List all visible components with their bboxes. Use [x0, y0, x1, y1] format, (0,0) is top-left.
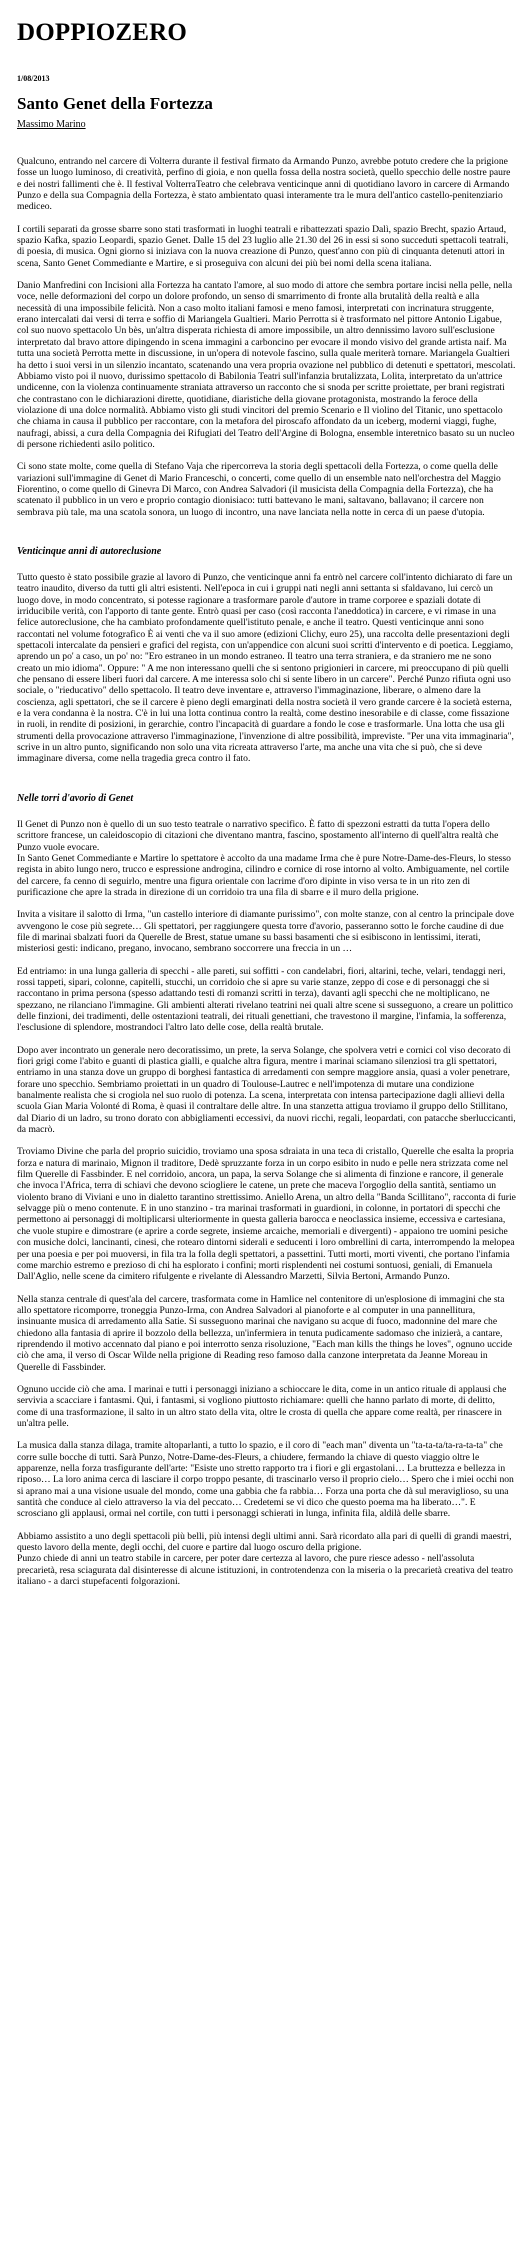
- section-paragraph: Ognuno uccide ciò che ama. I marinai e tutti i personaggi iniziano a schioccare le dita, come in un antico rituale di applausi che servivia a scacciare i fantasmi. Qui, i fantasmi, si vogliono piuttosto richiamare: quelli che hanno parlato di morte, di delitto, come di una trasformazione, il salto in un altro stato della vita, oltre le crosta di quella che appare come realtà, per rinascere in un'altra pelle.: [17, 1383, 507, 1429]
- section-paragraph: Invita a visitare il salotto di Irma, "un castello interiore di diamante purissimo", con molte stanze, con al centro la principale dove avvengono le cose più segrete… Gli spettatori, per raggiungere questa torre d'avorio, passeranno sotto le forche caudine di due file di marinai sbalzati fuori da Querelle de Brest, statue umane su bassi basamenti che si esibiscono in lentissimi, iterati, misteriosi gesti: indicano, pregano, invocano, sembrano soccorrere una freccia in un …: [17, 909, 514, 955]
- intro-paragraph: I cortili separati da grosse sbarre sono stati trasformati in luoghi teatrali e ribattezzati spazio Dalì, spazio Brecht, spazio Artaud, spazio Kafka, spazio Leopardi, spazio Genet. Dalle 15 del 23 luglio alle 21.30 del 26 in essi si sono succeduti spettacoli teatrali, di poesia, di musica. Ogni giorno si iniziava con la nuova creazione di Punzo, quest'anno con più di cinquanta detenuti attori in scena, Santo Genet Commediante e Martire, e si proseguiva con alcuni dei più bei nomi della scena italiana.: [17, 223, 509, 269]
- article-body: [17, 156, 516, 1587]
- section-paragraph: Nella stanza centrale di quest'ala del carcere, trasformata come in Hamlice nel contenitore di un'esplosione di immagini che sta allo spettatore ricomporre, troneggia Punzo-Irma, con Andrea Salvadori al pianoforte e al computer in una pannellitura, insinuante musica di arredamento alla Satie. Si susseguono marinai che navigano su acque di fuoco, madonnine del mare che chiedono alla fantasia di aprire il bozzolo della bellezza, un'infermiera in tenuta pudicamente sadomaso che inizierà, a cantare, riprendendo il motivo accennato dal piano e poi interrotto senza risoluzione, "Each man kills the things he loves", ognuno uccide ciò che ama, il verso di Oscar Wilde nella prigione di Reading reso famoso dalla canzone interpretata da Jeanne Moreau in Querelle di Fassbinder.: [17, 1293, 513, 1373]
- section-paragraph: Il Genet di Punzo non è quello di un suo testo teatrale o narrativo specifico. È fatto di spezzoni estratti da tutta l'opera dello scrittore francese, un caleidoscopio di citazioni che diventano mantra, fascino, spostamento all'interno di quell'altra realtà che Punzo vuole evocare. In Santo Genet Commediante e Martire lo spettatore è accolto da una madame Irma che è pure Notre-Dame-des-Fleurs, lo stesso regista in abito lungo nero, trucco e espressione androgina, cilindro e cornice di rose intorno al volto. Ambiguamente, nel cortile del carcere, fa cenno di seguirlo, mentre una figura orientale con lacrime d'oro dipinte in viso versa te in un rito zen di purificazione che apre la strada in direzione di un corridoio tra una fila di sbarre e il muro della prigione.: [17, 818, 511, 898]
- section-paragraph: La musica dalla stanza dilaga, tramite altoparlanti, a tutto lo spazio, e il coro di "each man" diventa un "ta-ta-ta/ta-ra-ta-ta" che corre sulle bocche di tutti. Sarà Punzo, Notre-Dame-des-Fleurs, a chiudere, fermando la chiave di questo viaggio oltre le apparenze, nella forza trasfigurante dell'arte: "Esiste uno stretto rapporto tra i fiori e gli ergastolani… La bruttezza e bellezza in riposo… La loro anima cerca di lasciare il corpo troppo pesante, di trascinarlo verso il proprio cielo… Spero che i miei occhi non si aprano mai a una visione usuale del mondo, come una gabbia che fa rabbia… Forza una porta che dà sul meraviglioso, su una santità che conduce al cielo attraverso la via del peccato… Credetemi se vi dico che questo poema ma ha liberato…". E scrosciano gli applausi, ormai nel cortile, con tutti i personaggi schierati in lunga, infinita fila, aldilà delle sbarre.: [17, 1440, 514, 1520]
- intro-paragraph: Ci sono state molte, come quella di Stefano Vaja che ripercorreva la storia degli spettacoli della Fortezza, o come quella delle variazioni sull'immagine di Genet di Mario Franceschi, o concerti, come quello di un ensemble nato nell'orchestra del Maggio Fiorentino, o come quello di Ginevra Di Marco, con Andrea Salvadori (il musicista della Compagnia della Fortezza), che ha scatenato il pubblico in un vero e proprio contagio dionisiaco: tutti battevano le mani, saltavano, ballavano; il carcere non sembrava più tale, ma una scatola sonora, un luogo di incontro, una nave lanciata nella notte in cerca di un paese d'utopia.: [17, 461, 501, 518]
- site-title[interactable]: DOPPIOZERO: [17, 19, 188, 46]
- section-paragraph: Tutto questo è stato possibile grazie al lavoro di Punzo, che venticinque anni fa entrò nel carcere coll'intento dichiarato di fare un teatro inaudito, diverso da tutti gli altri esistenti. Nell'epoca in cui i gruppi nati negli anni settanta si sfaldavano, lui cercò un luogo dove, in modo concentrato, si potesse ragionare a trasformare parole d'autore in trame corporee e spaziali dotate di irriducibile verità, con l'apporto di tante gente. Entrò quasi per caso (così racconta l'aneddotica) in carcere, e vi rimase in una felice autoreclusione, che ha cambiato profondamente quell'istituto penale, e anche il teatro. Questi venticinque anni sono raccontati nel volume fotografico È ai venti che va il suo amore (edizioni Clichy, euro 25), una raccolta delle presentazioni degli spettacoli intercalate da pensieri e grafici del regista, con un'appendice con alcuni suoi scritti d'intervento e di poetica. Leggiamo, aprendo un po' a caso, un po' no: "Ero estraneo in un mondo estraneo. Il teatro una terra straniera, e da straniero me ne sono creato un mio idioma". Oppure: " A me non interessano quelli che si sentono prigionieri in carcere, mi preoccupano di più quelli che pensano di essere liberi fuori dal carcere. A me interessa solo chi si sente libero in un carcere". Perché Punzo rifiuta ogni uso sociale, o "rieducativo" dello spettacolo. Il teatro deve inventare e, attraverso l'immaginazione, liberare, o almeno dare la coscienza, agli spettatori, che se il carcere è pieno degli emarginati della nostra società il vero grande carcere è la società esterna, e la vera condanna è la nostra. C'è in lui una lotta continua contro la realtà, come destino inesorabile e di classe, come fissazione in ruoli, in rendite di posizioni, in gerarchie, contro l'incapacità di guardare a fondo le cose e trasformarle. Una lotta che usa gli strumenti della provocazione attraverso l'immaginazione, l'invenzione di altre possibilità, impreviste. "Per una vita immaginaria", scrive in un altro punto, significando non solo una vita ricreata attraverso l'arte, ma anche una vita che si può, che si deve immaginare diversa, come nella tragedia greca contro il fato.: [17, 571, 514, 765]
- article-title: Santo Genet della Fortezza: [17, 94, 213, 113]
- author-link[interactable]: Massimo Marino: [17, 119, 86, 130]
- section-paragraph: Troviamo Divine che parla del proprio suicidio, troviamo una sposa sdraiata in una teca di cristallo, Querelle che esalta la propria forza e natura di marinaio, Mignon il traditore, Dedè spruzzante forza in un corpo esibito in nudo e pelle nera strizzata come nel film Querelle di Fassbinder. E nel corridoio, ancora, un papa, la serva Solange che si alimenta di finzione e rancore, il generale che invoca l'Africa, terra di schiavi che devono sciogliere le catene, un prete che maceva l'orgoglio della santità, sentiamo un violento brano di Viviani e uno in dialetto tarantino strettissimo. Aniello Arena, un altro della "Banda Scillitano", racconta di furie selvagge più o meno contenute. E in uno stanzino - tra marinai trasformati in guardioni, in colonne, in portatori di specchi che permettono ai personaggi di moltiplicarsi ulteriormente in questa galleria barocca e neoclassica insieme, eccessiva e cartesiana, che vuole stupire e dimostrare (e aprire a corde segrete, insieme arcaiche, memoriali e divergenti) - appaiono tre uomini pesiche con musiche dolci, lancinanti, cinesi, che rotearo dintorni siderali e seducenti i loro ombrellini di carta, interrompendo la melopea per una poesia e per poi muoversi, in fila tra la folla degli spettatori, a passettini. Tutti morti, morti viventi, che portano l'infamia come marchio estremo e prezioso di chi ha esplorato i confini; morti risplendenti nei costumi sontuosi, geniali, di Emanuela Dall'Aglio, nelle scene da cimitero rifulgente e rivelante di Alessandro Marzetti, Silvia Bertoni, Armando Punzo.: [17, 1146, 516, 1283]
- intro-paragraph: Qualcuno, entrando nel carcere di Volterra durante il festival firmato da Armando Punzo, avrebbe potuto credere che la prigione fosse un luogo luminoso, di creatività, perfino di gioia, e non quella fossa della nostra società, quello specchio delle nostre paure e dei nostri fallimenti che è. Il festival VolterraTeatro che celebrava venticinque anni di quotidiano lavoro in carcere di Armando Punzo e della sua Compagnia della Fortezza, è stato ambientato quasi interamente tra le mura dell'antico castello-penitenziario mediceo.: [17, 156, 511, 213]
- section-paragraph: Ed entriamo: in una lunga galleria di specchi - alle pareti, sui soffitti - con candelabri, fiori, altarini, teche, velari, tendaggi neri, rossi tappeti, sipari, colonne, capitelli, stucchi, un corridoio che si apre su varie stanze, zeppo di cose e di personaggi che si raccontano in prima persona (spesso adattando testi di romanzi scritti in terza), davanti agli specchi che ne moltiplicano, ne spezzano, ne rilanciano l'immagine. Gli ambienti alterati rivelano teatrini nei quali altre scene si susseguono, a creare un polittico delle finzioni, dei tradimenti, delle ostentazioni teatrali, dei rituali genettiani, che travestono il margine, l'infamia, la sofferenza, l'esclusione di splendore, mostrandoci l'altro lato delle cose, della realtà brutale.: [17, 965, 513, 1034]
- article-date: 1/08/2013: [17, 74, 50, 83]
- section-heading: Nelle torri d'avorio di Genet: [17, 792, 134, 804]
- intro-paragraph: Danio Manfredini con Incisioni alla Fortezza ha cantato l'amore, al suo modo di attore che sembra portare incisi nella pelle, nella voce, nelle deformazioni del corpo un dolore profondo, un senso di smarrimento di fronte alla brutalità della realtà e alla necessità di una impossibile felicità. Non a caso molto italiani famosi e meno famosi, interpretati con incrinatura struggente, erano intercalati dai versi di terra e soffio di Mariangela Gualtieri. Mario Perrotta si è trasformato nel pittore Antonio Ligabue, col suo nuovo spettacolo Un bès, un'altra disperata richiesta di amore impossibile, un altro dennissimo lavoro sull'esclusione interpretato dal bravo attore dipingendo in scena immagini a carboncino per evocare il mondo visivo del grande artista naif. Ma tutta una società Perrotta mette in discussione, in un'opera di notevole fascino, sulla quale meriterà tornare. Mariangela Gualtieri ha detto i suoi versi in un silenzio incantato, scatenando una vera propria ovazione nel pubblico di detenuti e spettatori, mescolati. Abbiamo visto poi il nuovo, durissimo spettacolo di Babilonia Teatri sull'infanzia brutalizzata, Lolita, interpretato da un'attrice undicenne, con la violenza continuamente straniata attraverso un racconto che si snoda per scritte proiettate, per brani registrati che contrastano con le dichiarazioni dirette, quotidiane, diaristiche della giovane protagonista, mostrando la feroce della violazione di una dolce normalità. Abbiamo visto gli studi vincitori del premio Scenario e Il violino del Titanic, uno spettacolo che chiama in causa il pubblico per raccontare, con la metafora del piroscafo affondato da un iceberg, moderni viaggi, fughe, naufragi, abissi, a cura della Compagnia dei Rifugiati del Teatro dell'Argine di Bologna, ensemble interetnico basato su un nucleo di persone richiedenti asilo politico.: [17, 280, 516, 450]
- section-heading: Venticinque anni di autoreclusione: [17, 545, 162, 557]
- section-paragraph: Abbiamo assistito a uno degli spettacoli più belli, più intensi degli ultimi anni. Sarà ricordato alla pari di quelli di grandi maestri, questo lavoro della mente, degli occhi, del cuore e partire dal luogo oscuro della prigione. Punzo chiede di anni un teatro stabile in carcere, per poter dare certezza al lavoro, che pure riesce adesso - nell'assoluta precarietà, resa sciagurata dal disinteresse di alcune istituzioni, in controtendenza con la miseria o la precarietà creativa del teatro italiano - a darci stupefacenti folgorazioni.: [17, 1530, 513, 1588]
- section-paragraph: Dopo aver incontrato un generale nero decoratissimo, un prete, la serva Solange, che spolvera vetri e cornici col viso decorato di fiori grigi come l'abito e guanti di plastica gialli, e qualche altra figura, mentre i marinai sciamano silenziosi tra gli spettatori, entriamo in una stanza dove un gruppo di borghesi fantastica di arredamenti con sempre maggiore ansia, quasi a voler penetrare, forare uno specchio. Sembriamo proiettati in un quadro di Toulouse-Lautrec e nell'impotenza di mutare una condizione banalmente realista che si crogiola nel suo ruolo di potenza. La scena, interpretata con intensa partecipazione dagli allievi della scuola Gian Maria Volonté di Roma, è quasi il contraltare delle altre. In una stanzetta attigua troviamo il gruppo dello Stillitano, dal Diario di un ladro, su trono dorato con abbigliamenti eccessivi, da nuovi ricchi, regali, leopardati, con patacche sberluccicanti, da macrò.: [17, 1044, 516, 1136]
